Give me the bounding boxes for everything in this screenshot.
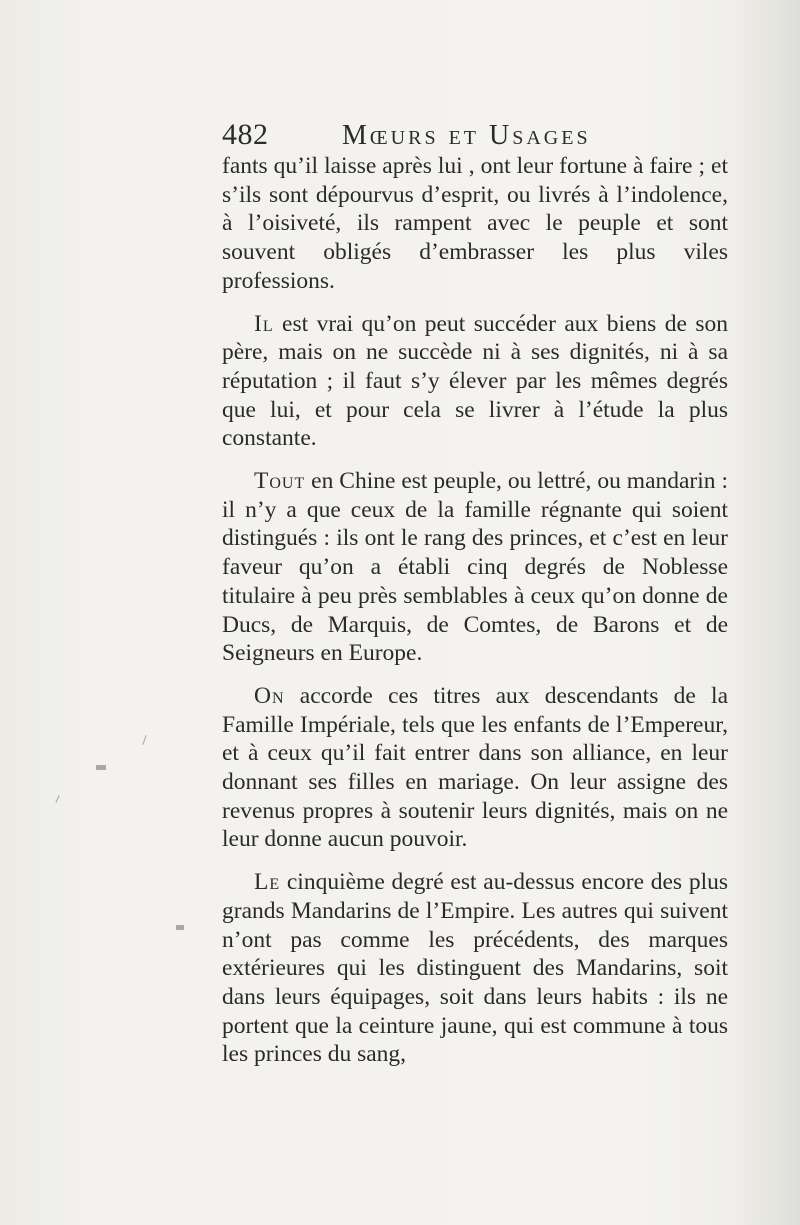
- paragraph-text: est vrai qu’on peut succéder aux biens de son père, mais on ne succède ni à ses dignités, ni à sa réputation ; il faut s’y élever par les mêmes degrés que lui, et pour cela se livrer à l’étude la plus constante.: [222, 310, 728, 452]
- paragraph-lead: Il: [254, 310, 274, 337]
- paragraph-text: fants qu’il laisse après lui , ont leur fortune à faire ; et s’ils sont dépourvus d’esprit, ou livrés à l’indolence, à l’oisiveté, ils rampent avec le peuple et sont souvent obligés d’embrasser les plus viles professions.: [222, 153, 728, 294]
- body-text: [222, 152, 728, 1083]
- paragraph: [222, 467, 728, 668]
- paragraph: [222, 868, 728, 1069]
- paragraph-text: accorde ces titres aux descendants de la Famille Impériale, tels que les enfants de l’Empereur, et à ceux qu’il fait entrer dans son alliance, en leur donnant ses filles en mariage. On leur assigne des revenus propres à soutenir leurs dignités, mais on ne leur donne aucun pouvoir.: [222, 682, 728, 853]
- margin-speck: [176, 925, 184, 930]
- paragraph-text: en Chine est peuple, ou lettré, ou mandarin : il n’y a que ceux de la famille régnante qui soient distingués : ils ont le rang des princes, et c’est en leur faveur qu’on a établi cinq degrés de Noblesse titulaire à peu près semblables à ceux qu’on donne de Ducs, de Marquis, de Comtes, de Barons et de Seigneurs en Europe.: [222, 468, 728, 667]
- margin-speck: [142, 735, 146, 745]
- page-number: 482: [222, 118, 269, 151]
- paragraph: [222, 682, 728, 854]
- margin-speck: [55, 795, 59, 803]
- page-edge-shadow: [730, 0, 800, 1225]
- paragraph-text: cinquième degré est au-dessus encore des plus grands Mandarins de l’Empire. Les autres qui suivent n’ont pas comme les précédents, des marques extérieures qui les distinguent des Mandarins, soit dans leurs équipages, soit dans leurs habits : ils ne portent que la ceinture jaune, qui est commune à tous les princes du sang,: [222, 869, 728, 1068]
- paragraph-lead: Le: [254, 869, 281, 896]
- margin-speck: [96, 765, 106, 770]
- running-title: Mœurs et Usages: [342, 120, 591, 151]
- paragraph-lead: On: [254, 682, 285, 709]
- paragraph: [222, 310, 728, 454]
- paragraph-lead: Tout: [254, 468, 306, 495]
- paragraph-continuation: [222, 152, 728, 296]
